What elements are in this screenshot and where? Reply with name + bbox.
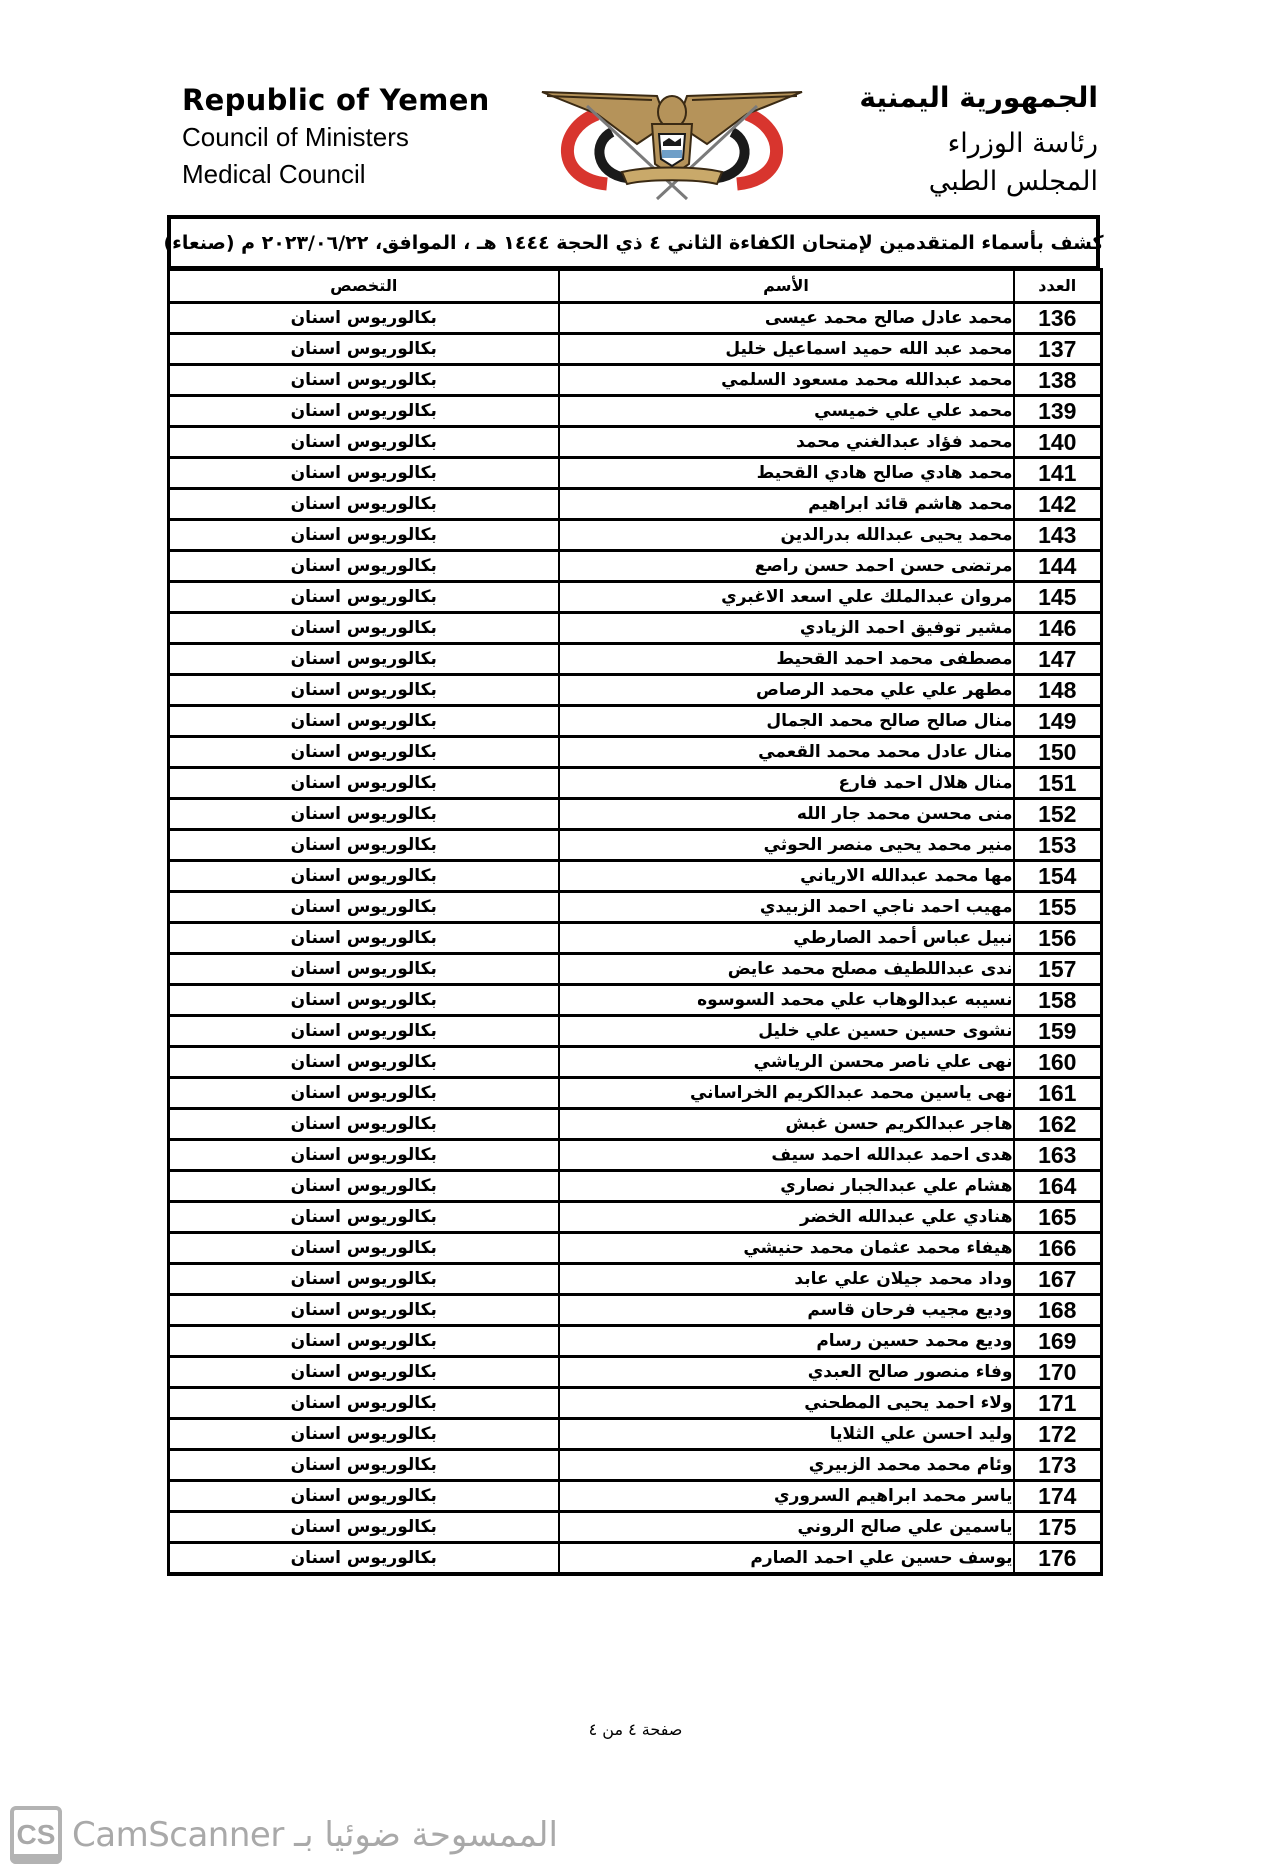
applicant-specialty: بكالوريوس اسنان — [169, 1078, 559, 1109]
applicant-name: نشوى حسين حسين علي خليل — [559, 1016, 1014, 1047]
camscanner-watermark — [10, 1806, 558, 1864]
table-header-row — [169, 270, 1102, 303]
applicant-name: هنادي علي عبدالله الخضر — [559, 1202, 1014, 1233]
applicant-name: محمد هادي صالح هادي القحيط — [559, 458, 1014, 489]
applicant-specialty: بكالوريوس اسنان — [169, 706, 559, 737]
table-row — [169, 954, 1102, 985]
row-number: 142 — [1014, 489, 1102, 520]
row-number: 174 — [1014, 1481, 1102, 1512]
applicant-specialty: بكالوريوس اسنان — [169, 1109, 559, 1140]
row-number: 145 — [1014, 582, 1102, 613]
row-number: 141 — [1014, 458, 1102, 489]
applicant-specialty: بكالوريوس اسنان — [169, 1233, 559, 1264]
table-row — [169, 830, 1102, 861]
country-name-en: Republic of Yemen — [182, 83, 490, 117]
applicant-specialty: بكالوريوس اسنان — [169, 334, 559, 365]
applicant-name: نسيبه عبدالوهاب علي محمد السوسوه — [559, 985, 1014, 1016]
row-number: 151 — [1014, 768, 1102, 799]
row-number: 167 — [1014, 1264, 1102, 1295]
table-row — [169, 458, 1102, 489]
table-row — [169, 1419, 1102, 1450]
applicant-name: محمد عادل صالح محمد عيسى — [559, 303, 1014, 334]
table-row — [169, 427, 1102, 458]
table-body — [169, 303, 1102, 1575]
table-row — [169, 923, 1102, 954]
applicant-name: مروان عبدالملك علي اسعد الاغبري — [559, 582, 1014, 613]
applicant-specialty: بكالوريوس اسنان — [169, 1450, 559, 1481]
table-row — [169, 551, 1102, 582]
row-number: 160 — [1014, 1047, 1102, 1078]
row-number: 152 — [1014, 799, 1102, 830]
applicant-specialty: بكالوريوس اسنان — [169, 675, 559, 706]
table-row — [169, 1047, 1102, 1078]
yemen-coat-of-arms-icon — [537, 84, 807, 202]
table-row — [169, 1078, 1102, 1109]
table-row — [169, 706, 1102, 737]
row-number: 161 — [1014, 1078, 1102, 1109]
table-row — [169, 1481, 1102, 1512]
applicant-specialty: بكالوريوس اسنان — [169, 644, 559, 675]
applicant-name: وديع محمد حسين رسام — [559, 1326, 1014, 1357]
table-row — [169, 365, 1102, 396]
applicant-name: وئام محمد محمد الزبيري — [559, 1450, 1014, 1481]
applicant-name: ولاء احمد يحيى المطحني — [559, 1388, 1014, 1419]
applicant-name: محمد هاشم قائد ابراهيم — [559, 489, 1014, 520]
table-row — [169, 1357, 1102, 1388]
applicant-name: محمد عبد الله حميد اسماعيل خليل — [559, 334, 1014, 365]
column-header-name: الأسم — [559, 270, 1014, 303]
applicant-name: منير محمد يحيى منصر الحوثي — [559, 830, 1014, 861]
row-number: 136 — [1014, 303, 1102, 334]
table-row — [169, 1388, 1102, 1419]
applicant-specialty: بكالوريوس اسنان — [169, 1326, 559, 1357]
table-row — [169, 1295, 1102, 1326]
table-row — [169, 396, 1102, 427]
applicant-specialty: بكالوريوس اسنان — [169, 1202, 559, 1233]
table-row — [169, 1512, 1102, 1543]
row-number: 156 — [1014, 923, 1102, 954]
applicant-name: محمد يحيى عبدالله بدرالدين — [559, 520, 1014, 551]
camscanner-watermark-text: CamScanner الممسوحة ضوئيا بـ — [72, 1815, 558, 1855]
applicant-specialty: بكالوريوس اسنان — [169, 1295, 559, 1326]
applicant-specialty: بكالوريوس اسنان — [169, 1512, 559, 1543]
table-row — [169, 1450, 1102, 1481]
country-name-ar: الجمهورية اليمنية — [859, 81, 1098, 114]
row-number: 168 — [1014, 1295, 1102, 1326]
camscanner-logo-icon: CS — [10, 1806, 62, 1864]
table-row — [169, 613, 1102, 644]
applicant-specialty: بكالوريوس اسنان — [169, 799, 559, 830]
row-number: 166 — [1014, 1233, 1102, 1264]
row-number: 171 — [1014, 1388, 1102, 1419]
applicant-specialty: بكالوريوس اسنان — [169, 520, 559, 551]
english-letterhead — [182, 83, 490, 198]
row-number: 175 — [1014, 1512, 1102, 1543]
applicant-specialty: بكالوريوس اسنان — [169, 551, 559, 582]
table-row — [169, 582, 1102, 613]
applicant-specialty: بكالوريوس اسنان — [169, 737, 559, 768]
table-row — [169, 303, 1102, 334]
applicant-specialty: بكالوريوس اسنان — [169, 1419, 559, 1450]
document-title: كشف بأسماء المتقدمين لإمتحان الكفاءة الثاني ٤ ذي الحجة ١٤٤٤ هـ ، الموافق، ٢٠٢٣/٠٦/٢٢ م (صنعاء) — [163, 231, 1104, 254]
row-number: 149 — [1014, 706, 1102, 737]
applicant-specialty: بكالوريوس اسنان — [169, 1171, 559, 1202]
document-title-box — [163, 215, 1104, 270]
table-row — [169, 1326, 1102, 1357]
applicant-name: منال هلال احمد فارع — [559, 768, 1014, 799]
row-number: 154 — [1014, 861, 1102, 892]
table-row — [169, 334, 1102, 365]
applicant-specialty: بكالوريوس اسنان — [169, 303, 559, 334]
table-row — [169, 985, 1102, 1016]
applicant-name: نهى ياسين محمد عبدالكريم الخراساني — [559, 1078, 1014, 1109]
table-row — [169, 737, 1102, 768]
council-name-ar: المجلس الطبي — [928, 166, 1098, 197]
applicant-name: ياسر محمد ابراهيم السروري — [559, 1481, 1014, 1512]
table-row — [169, 1140, 1102, 1171]
applicant-name: وفاء منصور صالح العبدي — [559, 1357, 1014, 1388]
row-number: 137 — [1014, 334, 1102, 365]
applicant-name: هشام علي عبدالجبار نصاري — [559, 1171, 1014, 1202]
row-number: 162 — [1014, 1109, 1102, 1140]
row-number: 138 — [1014, 365, 1102, 396]
applicant-name: وداد محمد جيلان علي عابد — [559, 1264, 1014, 1295]
table-row — [169, 1171, 1102, 1202]
row-number: 146 — [1014, 613, 1102, 644]
applicant-specialty: بكالوريوس اسنان — [169, 1264, 559, 1295]
arabic-letterhead — [859, 81, 1098, 206]
applicant-specialty: بكالوريوس اسنان — [169, 861, 559, 892]
applicant-name: مها محمد عبدالله الارياني — [559, 861, 1014, 892]
applicant-name: هيفاء محمد عثمان محمد حنيشي — [559, 1233, 1014, 1264]
applicant-name: مرتضى حسن احمد حسن راصع — [559, 551, 1014, 582]
applicant-name: محمد علي علي خميسي — [559, 396, 1014, 427]
applicant-name: نبيل عباس أحمد الصارطي — [559, 923, 1014, 954]
row-number: 153 — [1014, 830, 1102, 861]
row-number: 172 — [1014, 1419, 1102, 1450]
table-row — [169, 520, 1102, 551]
applicant-specialty: بكالوريوس اسنان — [169, 1357, 559, 1388]
row-number: 169 — [1014, 1326, 1102, 1357]
applicant-name: نهى علي ناصر محسن الرياشي — [559, 1047, 1014, 1078]
column-header-number: العدد — [1014, 270, 1102, 303]
page-number: صفحة ٤ من ٤ — [588, 1720, 683, 1739]
applicant-name: وديع مجيب فرحان قاسم — [559, 1295, 1014, 1326]
table-row — [169, 1109, 1102, 1140]
applicant-name: مهيب احمد ناجي احمد الزبيدي — [559, 892, 1014, 923]
row-number: 164 — [1014, 1171, 1102, 1202]
table-row — [169, 1016, 1102, 1047]
applicant-specialty: بكالوريوس اسنان — [169, 923, 559, 954]
applicant-specialty: بكالوريوس اسنان — [169, 1543, 559, 1575]
applicant-specialty: بكالوريوس اسنان — [169, 489, 559, 520]
applicant-specialty: بكالوريوس اسنان — [169, 1016, 559, 1047]
applicant-name: ندى عبداللطيف مصلح محمد عايض — [559, 954, 1014, 985]
table-row — [169, 1202, 1102, 1233]
row-number: 173 — [1014, 1450, 1102, 1481]
row-number: 144 — [1014, 551, 1102, 582]
applicant-name: منال صالح صالح محمد الجمال — [559, 706, 1014, 737]
applicant-specialty: بكالوريوس اسنان — [169, 954, 559, 985]
column-header-specialty: التخصص — [169, 270, 559, 303]
row-number: 143 — [1014, 520, 1102, 551]
applicant-specialty: بكالوريوس اسنان — [169, 1140, 559, 1171]
table-row — [169, 489, 1102, 520]
table-row — [169, 1264, 1102, 1295]
table-row — [169, 768, 1102, 799]
row-number: 163 — [1014, 1140, 1102, 1171]
applicant-name: مصطفى محمد احمد القحيط — [559, 644, 1014, 675]
applicant-specialty: بكالوريوس اسنان — [169, 1047, 559, 1078]
applicant-specialty: بكالوريوس اسنان — [169, 365, 559, 396]
row-number: 140 — [1014, 427, 1102, 458]
applicant-specialty: بكالوريوس اسنان — [169, 582, 559, 613]
row-number: 165 — [1014, 1202, 1102, 1233]
applicant-name: محمد عبدالله محمد مسعود السلمي — [559, 365, 1014, 396]
row-number: 150 — [1014, 737, 1102, 768]
applicant-specialty: بكالوريوس اسنان — [169, 830, 559, 861]
applicant-specialty: بكالوريوس اسنان — [169, 985, 559, 1016]
applicant-specialty: بكالوريوس اسنان — [169, 1388, 559, 1419]
applicant-specialty: بكالوريوس اسنان — [169, 1481, 559, 1512]
row-number: 139 — [1014, 396, 1102, 427]
row-number: 157 — [1014, 954, 1102, 985]
applicant-specialty: بكالوريوس اسنان — [169, 396, 559, 427]
applicant-name: يوسف حسين علي احمد الصارم — [559, 1543, 1014, 1575]
row-number: 158 — [1014, 985, 1102, 1016]
table-row — [169, 644, 1102, 675]
council-name-en: Medical Council — [182, 159, 366, 189]
applicant-name: ياسمين علي صالح الروني — [559, 1512, 1014, 1543]
applicants-table — [167, 268, 1103, 1576]
row-number: 147 — [1014, 644, 1102, 675]
applicant-name: محمد فؤاد عبدالغني محمد — [559, 427, 1014, 458]
ministry-name-ar: رئاسة الوزراء — [947, 128, 1098, 159]
applicant-name: هدى احمد عبدالله احمد سيف — [559, 1140, 1014, 1171]
applicant-specialty: بكالوريوس اسنان — [169, 458, 559, 489]
table-row — [169, 861, 1102, 892]
row-number: 148 — [1014, 675, 1102, 706]
applicant-name: منال عادل محمد محمد القعمي — [559, 737, 1014, 768]
table-row — [169, 675, 1102, 706]
applicant-specialty: بكالوريوس اسنان — [169, 892, 559, 923]
row-number: 155 — [1014, 892, 1102, 923]
applicant-name: هاجر عبدالكريم حسن غبش — [559, 1109, 1014, 1140]
table-row — [169, 1233, 1102, 1264]
row-number: 176 — [1014, 1543, 1102, 1575]
row-number: 159 — [1014, 1016, 1102, 1047]
table-row — [169, 799, 1102, 830]
applicant-name: مطهر علي علي محمد الرصاص — [559, 675, 1014, 706]
table-row — [169, 1543, 1102, 1575]
ministry-name-en: Council of Ministers — [182, 122, 409, 152]
applicant-specialty: بكالوريوس اسنان — [169, 613, 559, 644]
applicant-name: منى محسن محمد جار الله — [559, 799, 1014, 830]
applicant-specialty: بكالوريوس اسنان — [169, 427, 559, 458]
applicant-name: مشير توفيق احمد الزيادي — [559, 613, 1014, 644]
row-number: 170 — [1014, 1357, 1102, 1388]
table-row — [169, 892, 1102, 923]
applicant-specialty: بكالوريوس اسنان — [169, 768, 559, 799]
applicant-name: وليد احسن علي الثلايا — [559, 1419, 1014, 1450]
